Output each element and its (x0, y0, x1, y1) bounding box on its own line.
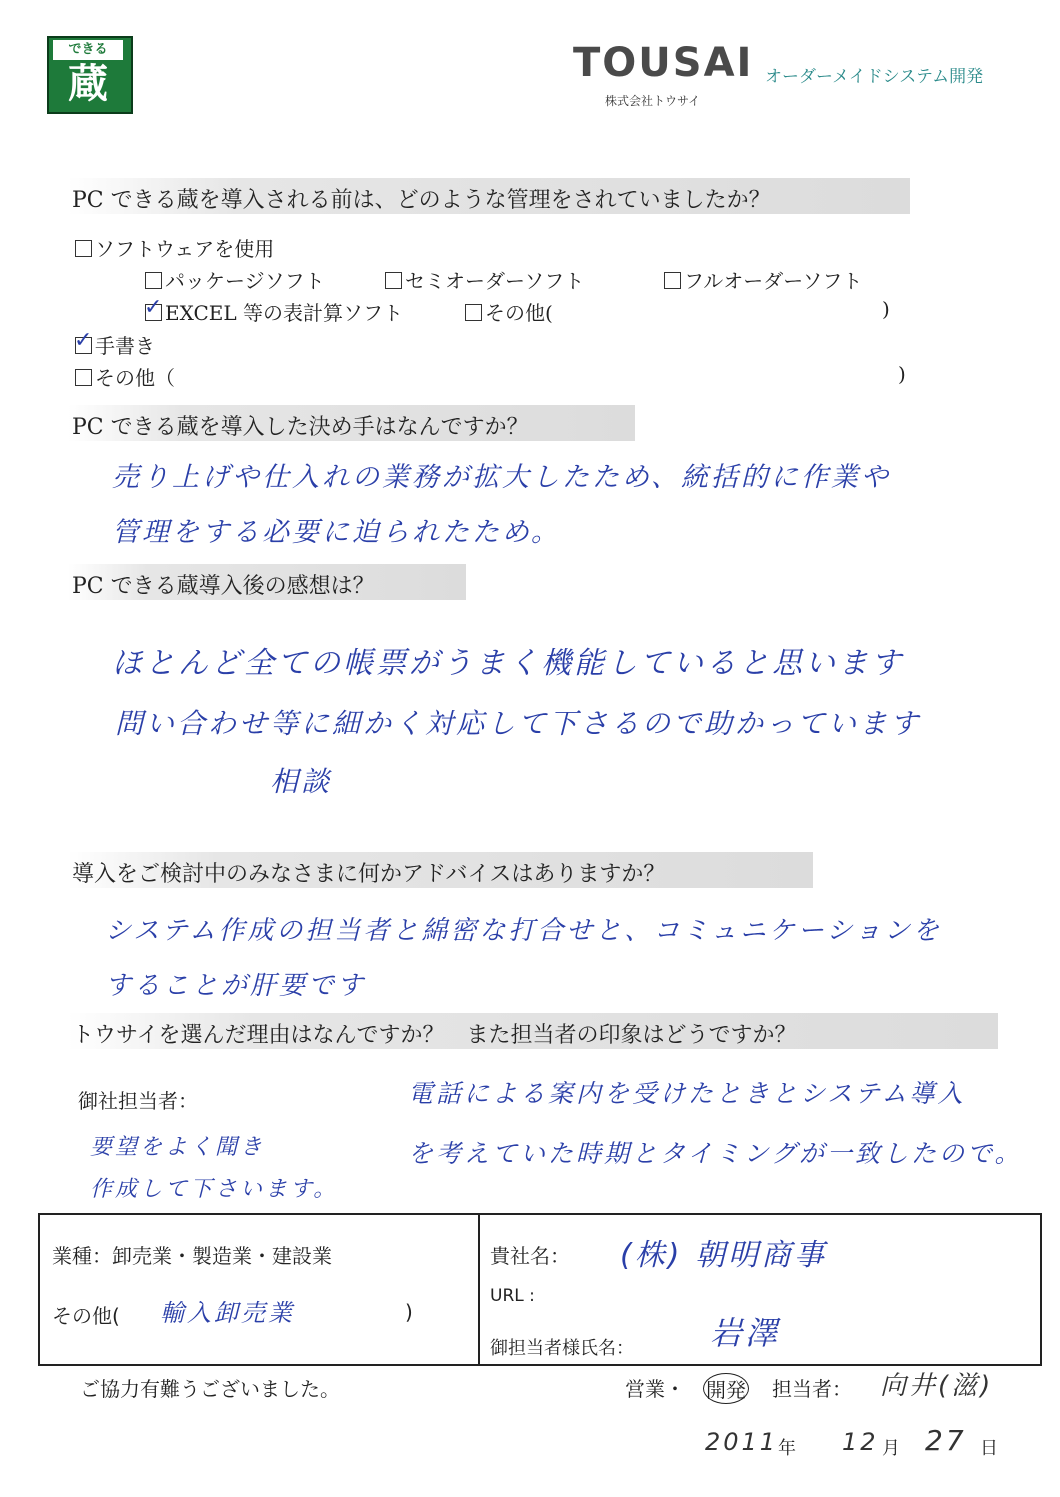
industry-other-value: 輸入卸売業 (160, 1299, 295, 1327)
day-value: 27 (925, 1424, 967, 1457)
option-other[interactable] (75, 362, 175, 391)
contact-name-value: 岩澤 (710, 1314, 781, 1352)
option-semi[interactable] (385, 265, 584, 294)
checkbox[interactable] (465, 304, 482, 321)
option-label: EXCEL 等の表計算ソフト (165, 301, 404, 325)
brand-name: TOUSAI (573, 40, 754, 86)
logo-top-text: できる (53, 40, 123, 60)
answer-2-line1: 売り上げや仕入れの業務が拡大したため、統括的に作業や (112, 462, 891, 493)
question-4: 導入をご検討中のみなさまに何かアドバイスはありますか？ (72, 862, 666, 887)
checkbox[interactable] (664, 272, 681, 289)
contact-answer-line2: 作成して下さいます。 (90, 1177, 339, 1202)
option-excel[interactable] (145, 297, 403, 326)
reason-line1: 電話による案内を受けたときとシステム導入 (408, 1079, 966, 1108)
contact-name-label: 御担当者様氏名： (490, 1338, 634, 1359)
answer-3-line2: 問い合わせ等に細かく対応して下さるので助かっています (115, 707, 922, 740)
option-label: フルオーダーソフト (684, 269, 863, 293)
option-package[interactable] (145, 265, 325, 294)
reason-line2: を考えていた時期とタイミングが一致したので。 (408, 1139, 1023, 1168)
option-label: その他( (485, 301, 553, 325)
answer-2-line2: 管理をする必要に迫られたため。 (112, 517, 561, 548)
company-name: 株式会社トウサイ (605, 94, 701, 108)
logo-main-text: 蔵 (68, 61, 108, 107)
answer-3-insert: 相談 (270, 765, 333, 798)
company-value: (株) 朝明商事 (620, 1238, 827, 1273)
staff-value: 向井(滋) (880, 1371, 994, 1401)
question-3: PC できる蔵導入後の感想は？ (72, 574, 375, 599)
brand-tagline: オーダーメイドシステム開発 (765, 67, 984, 87)
year-value: 2011 (705, 1428, 779, 1456)
answer-4-line2: することが肝要です (105, 971, 367, 1001)
option-label: セミオーダーソフト (405, 269, 585, 293)
option-label: ソフトウェアを使用 (95, 237, 275, 261)
question-2: PC できる蔵を導入した決め手はなんですか？ (72, 415, 529, 440)
answer-3-line1: ほとんど全ての帳票がうまく機能していると思います (112, 646, 904, 681)
checkbox-checked[interactable] (145, 304, 162, 321)
paren-close: ) (898, 362, 906, 386)
industry-other-label: その他( (52, 1304, 120, 1328)
option-other-inner[interactable] (465, 297, 553, 326)
option-handwritten[interactable] (75, 330, 155, 359)
dev-label-circled: 開発 (703, 1373, 749, 1404)
industry-field: 業種：卸売業・製造業・建設業 (52, 1244, 332, 1268)
year-label: 年 (778, 1438, 796, 1459)
url-label: URL : (490, 1286, 535, 1306)
checkbox[interactable] (75, 369, 92, 386)
question-5: トウサイを選んだ理由はなんですか？ また担当者の印象はどうですか？ (72, 1023, 797, 1048)
checkbox[interactable] (75, 240, 92, 257)
table-divider (478, 1213, 480, 1365)
month-label: 月 (882, 1438, 900, 1459)
month-value: 12 (842, 1428, 879, 1456)
company-label: 貴社名： (490, 1244, 570, 1268)
paren-close: ) (882, 297, 890, 321)
checkbox[interactable] (145, 272, 162, 289)
sales-label: 営業・ (625, 1377, 685, 1401)
option-label: 手書き (95, 334, 155, 358)
answer-4-line1: システム作成の担当者と綿密な打合せと、コミュニケーションを (105, 916, 942, 946)
question-1: PC できる蔵を導入される前は、どのような管理をされていましたか？ (72, 188, 771, 213)
contact-answer-line1: 要望をよく聞き (90, 1135, 266, 1160)
checkbox-checked[interactable] (75, 337, 92, 354)
paren-close: ) (405, 1300, 413, 1324)
checkbox[interactable] (385, 272, 402, 289)
option-full[interactable] (664, 265, 862, 294)
option-software[interactable] (75, 233, 274, 262)
staff-label: 担当者： (772, 1377, 852, 1401)
option-label: その他（ (95, 366, 175, 390)
contact-label: 御社担当者： (78, 1089, 198, 1113)
day-label: 日 (980, 1438, 998, 1459)
thanks-text: ご協力有難うございました。 (80, 1377, 340, 1401)
option-label: パッケージソフト (165, 269, 325, 293)
